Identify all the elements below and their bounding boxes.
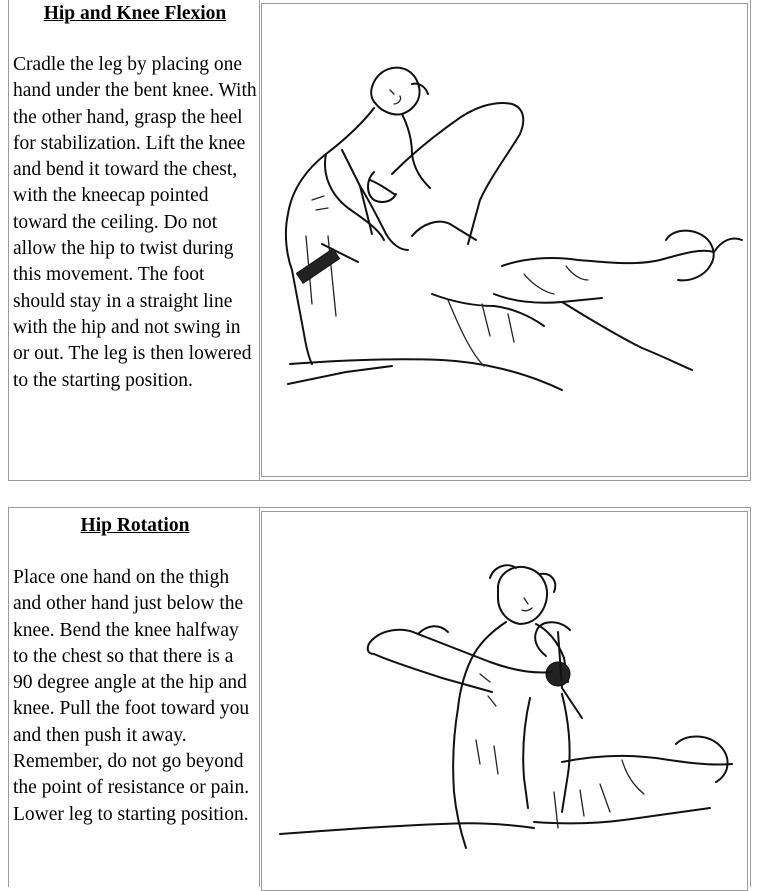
exercise-instructions: Place one hand on the thigh and other hand just below the knee. Bend the knee halfway to the chest so that there is a 90 degree angle at the hip and knee. Pull the foot toward you and then push it away. Remember, do not go beyond the point of resistance or pain. Lower leg to starting position.	[13, 567, 250, 825]
exercise-title: Hip and Knee Flexion	[43, 3, 227, 24]
exercise-instructions: Cradle the leg by placing one hand under the bent knee. With the other hand, grasp the heel for stabilization. Lift the knee and bend it toward the chest, with the kneecap pointed toward the ceiling. Do not allow the hip to twist during this movement. The foot should stay in a straight line with the hip and not swing in or out. The leg is then lowered to the starting position.	[13, 54, 257, 391]
instruction-cell	[11, 508, 260, 887]
instruction-cell	[11, 0, 260, 480]
illustration-cell	[261, 511, 748, 891]
hip-knee-flexion-illustration	[262, 4, 748, 477]
hip-rotation-illustration	[262, 512, 748, 888]
exercise-panel-hip-knee-flexion	[8, 0, 751, 481]
illustration-cell	[261, 3, 748, 477]
exercise-title: Hip Rotation	[80, 515, 190, 536]
exercise-panel-hip-rotation	[8, 507, 751, 887]
